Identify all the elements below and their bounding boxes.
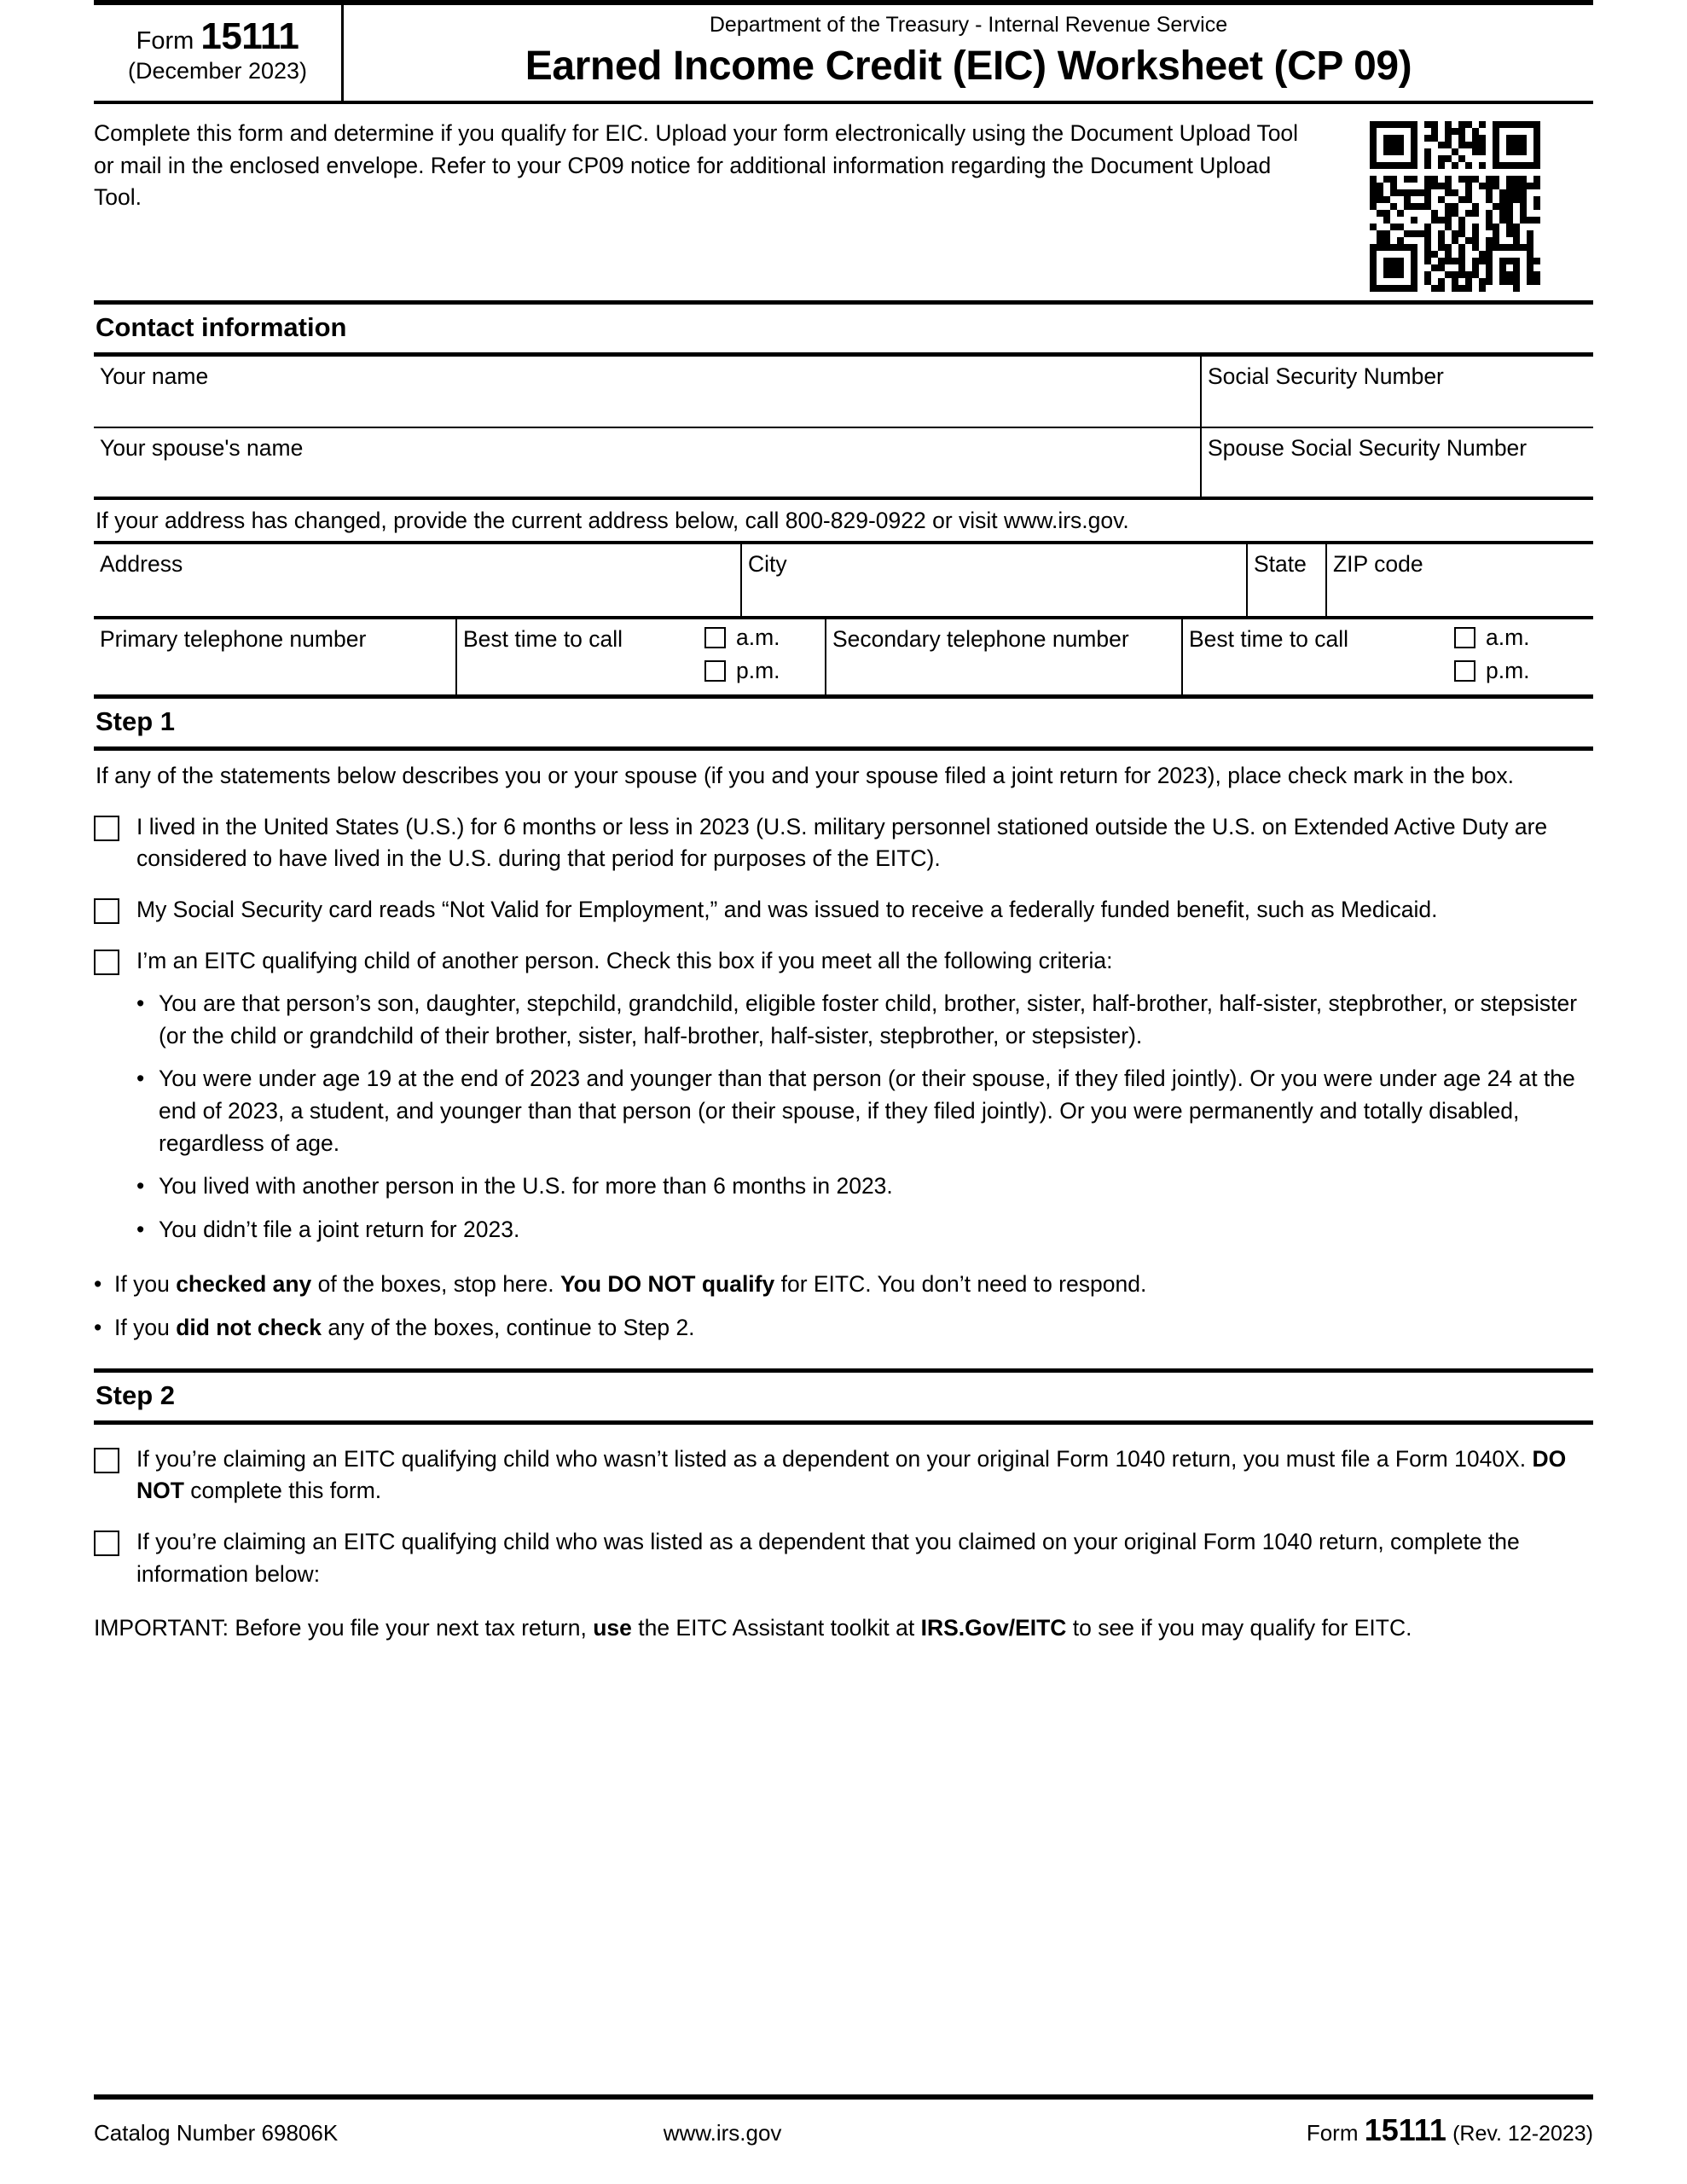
form-title-block [344, 5, 1593, 101]
outcome-2-part-b: did not check [176, 1315, 322, 1341]
important-part-d: IRS.Gov/EITC [920, 1615, 1067, 1641]
step-1-checkbox-item-3[interactable] [94, 945, 1593, 1246]
form-header [94, 0, 1593, 104]
qr-code-icon [1370, 121, 1540, 292]
bullet-icon: • [136, 1216, 145, 1242]
pm-label-1: p.m. [736, 658, 780, 683]
secondary-telephone-field[interactable] [825, 619, 1181, 694]
am-label-2: a.m. [1486, 624, 1530, 650]
pm-label-2: p.m. [1486, 658, 1530, 683]
important-part-e: to see if you may qualify for EITC. [1066, 1615, 1412, 1641]
step-2-checkbox-label-1 [136, 1443, 1593, 1507]
pm-checkbox-1[interactable] [704, 658, 825, 684]
list-item [94, 1312, 1593, 1345]
table-row [94, 357, 1593, 427]
form-footer [94, 2094, 1593, 2148]
list-item [136, 988, 1593, 1052]
checkbox-icon[interactable] [94, 898, 119, 924]
step-1-checkbox-item-2[interactable] [94, 894, 1593, 926]
step-1-checkbox-item-1[interactable] [94, 811, 1593, 875]
step-1-instruction: If any of the statements below describes you or your spouse (if you and your spouse filed a joint return for 2023), place check mark in the box. [96, 763, 1515, 788]
outcome-1-part-e: for EITC. You don’t need to respond. [774, 1270, 1147, 1297]
outcome-2-part-a: If you [114, 1315, 177, 1341]
pm-checkbox-2[interactable] [1454, 658, 1593, 684]
checkbox-icon[interactable] [94, 1531, 119, 1556]
list-item [136, 1214, 1593, 1246]
department-line: Department of the Treasury - Internal Revenue Service [709, 13, 1228, 37]
criteria-text: You are that person’s son, daughter, stepchild, grandchild, eligible foster child, brother, sister, half-brother, half-sister, stepbrother, or stepsister (or the child or grandchild of their brother, sister, half-brother, half-sister, stepbrother, or stepsister). [159, 990, 1578, 1048]
important-part-b: use [593, 1615, 632, 1641]
best-time-to-call-2-label: Best time to call [1189, 626, 1349, 652]
ssn-field[interactable] [1200, 357, 1593, 427]
secondary-telephone-label: Secondary telephone number [832, 626, 1129, 652]
outcome-1-part-d: You DO NOT qualify [559, 1270, 775, 1297]
bullet-icon: • [136, 990, 145, 1017]
state-field[interactable] [1246, 544, 1325, 616]
footer-form-revision: (Rev. 12-2023) [1452, 2122, 1593, 2146]
checkbox-icon[interactable] [1454, 660, 1475, 682]
am-checkbox-1[interactable] [704, 624, 825, 651]
criteria-text: You didn’t file a joint return for 2023. [159, 1216, 520, 1242]
list-item [136, 1170, 1593, 1203]
footer-form-number: 15111 [1364, 2112, 1446, 2147]
step-1-checkbox-3-block [136, 945, 1593, 1246]
best-time-to-call-2-field[interactable] [1181, 619, 1420, 694]
am-checkbox-2[interactable] [1454, 624, 1593, 651]
intro-paragraph: Complete this form and determine if you qualify for EIC. Upload your form electronically using the Document Upload Tool or mail in the enclosed envelope. Refer to your CP09 notice for additional information regarding the Document Upload Tool. [94, 120, 1299, 211]
form-identity-block [94, 5, 344, 101]
zip-field[interactable] [1325, 544, 1593, 616]
important-part-c: the EITC Assistant toolkit at [631, 1615, 921, 1641]
city-label: City [748, 551, 787, 577]
list-item [94, 1269, 1593, 1301]
primary-telephone-field[interactable] [94, 619, 455, 694]
checkbox-icon[interactable] [94, 1448, 119, 1473]
footer-row [94, 2100, 1593, 2148]
step-2-checkbox-item-1[interactable] [94, 1443, 1593, 1507]
spouse-ssn-field[interactable] [1200, 427, 1593, 497]
footer-form-identity [1143, 2112, 1593, 2148]
checkbox-icon[interactable] [704, 660, 726, 682]
address-change-note: If your address has changed, provide the current address below, call 800-829-0922 or visit www.irs.gov. [94, 497, 1593, 541]
bullet-icon: • [136, 1173, 145, 1199]
step-2-checkbox-label-2: If you’re claiming an EITC qualifying child who was listed as a dependent that you claimed on your original Form 1040 return, complete the information below: [136, 1529, 1520, 1587]
catalog-number: Catalog Number 69806K [94, 2120, 339, 2146]
step-1-outcomes-list [94, 1269, 1593, 1345]
spouse-ssn-label: Spouse Social Security Number [1208, 435, 1528, 461]
best-time-to-call-1-field[interactable] [455, 619, 686, 694]
outcome-1-part-b: checked any [176, 1270, 312, 1297]
step-1-outcome-1 [114, 1269, 1146, 1301]
footer-form-word: Form [1306, 2120, 1359, 2146]
important-note [94, 1590, 1593, 1645]
primary-telephone-label: Primary telephone number [100, 626, 367, 652]
footer-website: www.irs.gov [663, 2120, 782, 2146]
form-number: 15111 [200, 15, 299, 57]
criteria-text: You were under age 19 at the end of 2023 and younger than that person (or their spouse, if they filed jointly). Or you were under age 24 at the end of 2023, a student, and younger than that person (or their spouse, if they filed jointly). Or you were permanently and totally disabled, regardless of age. [159, 1066, 1575, 1156]
intro-section [94, 104, 1593, 300]
best-time-2-ampm-group [1420, 619, 1593, 694]
best-time-to-call-1-label: Best time to call [463, 626, 623, 652]
ssn-label: Social Security Number [1208, 363, 1444, 389]
spouse-name-field[interactable] [94, 427, 1200, 497]
contact-name-table [94, 357, 1593, 497]
zip-label: ZIP code [1333, 551, 1423, 577]
list-item [136, 1063, 1593, 1159]
outcome-1-part-c: of the boxes, stop here. [311, 1270, 560, 1297]
step-1-heading: Step 1 [94, 694, 1593, 751]
step-1-outcome-2 [114, 1312, 695, 1345]
checkbox-icon[interactable] [1454, 627, 1475, 648]
spouse-name-label: Your spouse's name [100, 435, 304, 461]
step-2-heading: Step 2 [94, 1368, 1593, 1425]
table-row [94, 616, 1593, 694]
table-row [94, 427, 1593, 497]
step-2-checkbox-item-2[interactable] [94, 1526, 1593, 1590]
form-word-label: Form [136, 26, 194, 55]
table-row [94, 541, 1593, 616]
step-1-checkbox-label-2: My Social Security card reads “Not Valid for Employment,” and was issued to receive a federally funded benefit, such as Medicaid. [136, 896, 1438, 922]
checkbox-icon[interactable] [704, 627, 726, 648]
bullet-icon: • [94, 1270, 102, 1297]
important-part-a: IMPORTANT: Before you file your next tax return, [94, 1615, 594, 1641]
page-title: Earned Income Credit (EIC) Worksheet (CP 09) [525, 44, 1412, 89]
bullet-icon: • [136, 1066, 145, 1092]
form-number-line [136, 15, 299, 57]
your-name-field[interactable] [94, 357, 1200, 427]
step-2-label-1-part-c: complete this form. [183, 1478, 382, 1504]
step-2-label-1-part-a: If you’re claiming an EITC qualifying child who wasn’t listed as a dependent on your original Form 1040 return, you must file a Form 1040X. [136, 1445, 1533, 1472]
step-1-criteria-list [136, 988, 1593, 1246]
am-label-1: a.m. [736, 624, 780, 650]
contact-information-heading: Contact information [94, 300, 1593, 357]
criteria-text: You lived with another person in the U.S. for more than 6 months in 2023. [159, 1173, 893, 1199]
city-field[interactable] [740, 544, 1246, 616]
step-1-checkbox-label-1: I lived in the United States (U.S.) for 6 months or less in 2023 (U.S. military personnel stationed outside the U.S. on Extended Active Duty are considered to have lived in the U.S. during that period for purposes of the EITC). [136, 813, 1548, 872]
address-table [94, 541, 1593, 694]
checkbox-icon[interactable] [94, 816, 119, 841]
outcome-1-part-a: If you [114, 1270, 177, 1297]
checkbox-icon[interactable] [94, 950, 119, 975]
state-label: State [1254, 551, 1307, 577]
form-revision-date: (December 2023) [127, 58, 308, 84]
outcome-2-part-c: any of the boxes, continue to Step 2. [322, 1315, 695, 1341]
step-1-checkbox-label-3: I’m an EITC qualifying child of another person. Check this box if you meet all the following criteria: [136, 947, 1113, 973]
address-field[interactable] [94, 544, 740, 616]
your-name-label: Your name [100, 363, 209, 389]
address-label: Address [100, 551, 183, 577]
step-2-label-1-part-b: DO NOT [136, 1445, 1567, 1504]
best-time-1-ampm-group [686, 619, 825, 694]
bullet-icon: • [94, 1315, 102, 1341]
